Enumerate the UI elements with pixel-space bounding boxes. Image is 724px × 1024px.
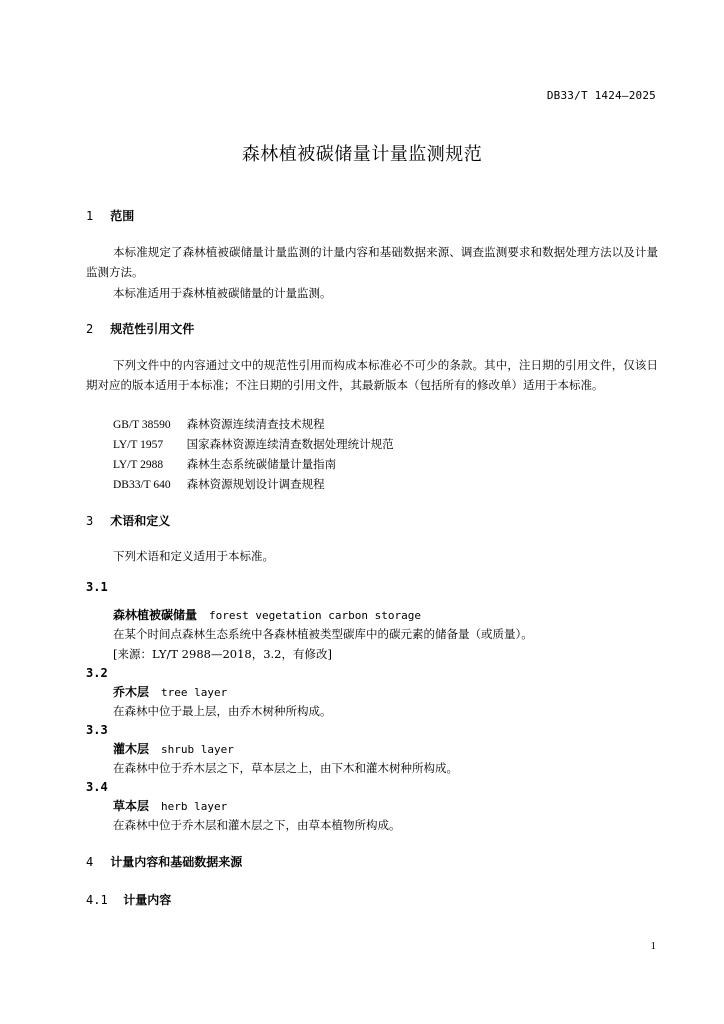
term-name [113,740,234,757]
term-number: 3.1 [86,580,108,594]
reference-item [113,456,336,472]
reference-code: DB33/T 640 [113,479,171,491]
reference-name: 国家森林资源连续清查数据处理统计规范 [186,437,394,451]
page-number: 1 [650,940,656,952]
subsection-number: 4.1 [86,893,108,907]
section-1-heading [86,207,134,224]
section-3-intro: 下列术语和定义适用于本标准。 [113,549,274,563]
reference-name: 森林生态系统碳储量计量指南 [186,457,337,471]
section-2-paragraph-1: 下列文件中的内容通过文中的规范性引用而构成本标准必不可少的条款。其中，注日期的引用文件，仅该日期对应的版本适用于本标准；不注日期的引用文件，其最新版本（包括所有的修改单）适用于本标准。 [86,358,658,392]
term-english: shrub layer [161,743,234,756]
term-english: tree layer [161,686,228,699]
term-english: forest vegetation carbon storage [209,609,421,622]
section-1-paragraph-1: 本标准规定了森林植被碳储量计量监测的计量内容和基础数据来源、调查监测要求和数据处理方法以及计量监测方法。 [86,245,658,279]
section-number: 1 [86,209,94,223]
term-definition: 在森林中位于最上层，由乔木树种所构成。 [113,704,332,718]
section-2-heading [86,320,194,337]
section-title: 范围 [110,209,135,223]
reference-name: 森林资源规划设计调查规程 [186,477,325,491]
section-1-paragraph-2: 本标准适用于森林植被碳储量的计量监测。 [113,286,332,300]
term-name [113,606,421,623]
section-title: 计量内容和基础数据来源 [110,855,243,869]
section-3-heading [86,512,170,529]
term-chinese: 乔木层 [113,685,150,699]
section-number: 2 [86,322,94,336]
section-4-heading [86,853,242,870]
term-definition: 在森林中位于乔木层和灌木层之下，由草本植物所构成。 [113,818,401,832]
section-title: 术语和定义 [110,514,171,528]
section-title: 规范性引用文件 [110,322,195,336]
term-chinese: 灌木层 [113,742,150,756]
term-english: herb layer [161,800,228,813]
subsection-4-1-heading [86,891,171,908]
reference-item [113,416,325,432]
term-chinese: 森林植被碳储量 [113,608,198,622]
reference-code: LY/T 1957 [113,439,164,451]
term-number: 3.4 [86,780,108,794]
standard-code: DB33/T 1424—2025 [546,89,656,102]
section-number: 3 [86,514,94,528]
term-number: 3.3 [86,723,108,737]
term-definition: 在某个时间点森林生态系统中各森林植被类型碳库中的碳元素的储备量（或质量）。 [113,627,533,641]
term-chinese: 草本层 [113,799,150,813]
term-definition: 在森林中位于乔木层之下，草本层之上，由下木和灌木树种所构成。 [113,761,458,775]
reference-name: 森林资源连续清查技术规程 [186,417,325,431]
term-source: [来源：LY/T 2988—2018，3.2，有修改] [113,647,332,661]
reference-code: LY/T 2988 [113,459,164,471]
subsection-title: 计量内容 [123,893,172,907]
section-number: 4 [86,855,94,869]
term-number: 3.2 [86,666,108,680]
term-name [113,683,227,700]
reference-code: GB/T 38590 [113,419,171,431]
reference-item [113,476,325,492]
document-title: 森林植被碳储量计量监测规范 [241,144,483,165]
reference-item [113,436,394,452]
term-name [113,797,227,814]
